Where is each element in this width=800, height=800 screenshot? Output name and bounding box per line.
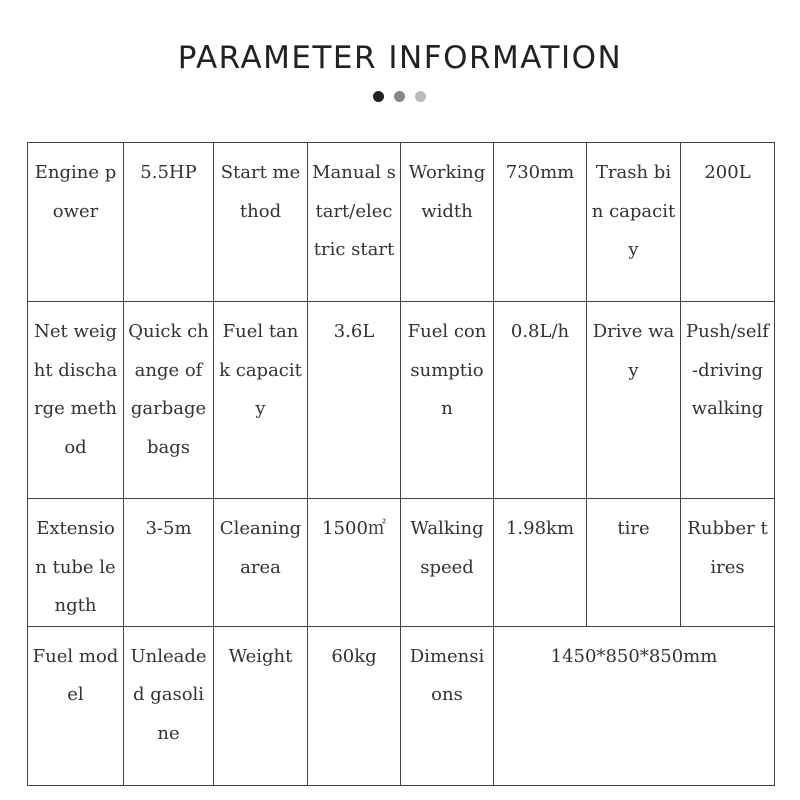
- param-label-weight: Weight: [214, 626, 308, 785]
- table-row: [28, 626, 775, 785]
- param-label-cleaning-area: Cleaning area: [214, 499, 308, 627]
- param-value-fuel-consumption: 0.8L/h: [494, 302, 587, 499]
- carousel-dot-3[interactable]: [415, 91, 426, 102]
- param-label-engine-power: Engine power: [28, 143, 124, 302]
- table-row: [28, 143, 775, 302]
- param-value-trash-bin-capacity: 200L: [681, 143, 775, 302]
- param-value-working-width: 730mm: [494, 143, 587, 302]
- param-value-drive-way: Push/self-driving walking: [681, 302, 775, 499]
- page-title: PARAMETER INFORMATION: [177, 40, 623, 76]
- carousel-dot-1[interactable]: [373, 91, 384, 102]
- param-label-start-method: Start method: [214, 143, 308, 302]
- param-value-walking-speed: 1.98km: [494, 499, 587, 627]
- table-row: [28, 302, 775, 499]
- param-value-weight: 60kg: [308, 626, 401, 785]
- param-value-start-method: Manual start/electric start: [308, 143, 401, 302]
- carousel-dot-2[interactable]: [394, 91, 405, 102]
- param-label-dimensions: Dimensions: [401, 626, 494, 785]
- param-label-fuel-tank-capacity: Fuel tank capacity: [214, 302, 308, 499]
- param-label-fuel-consumption: Fuel consumption: [401, 302, 494, 499]
- param-value-cleaning-area: 1500㎡: [308, 499, 401, 627]
- param-value-fuel-tank-capacity: 3.6L: [308, 302, 401, 499]
- param-value-extension-tube-length: 3-5m: [124, 499, 214, 627]
- param-label-tire: tire: [587, 499, 681, 627]
- param-value-dimensions: 1450*850*850mm: [494, 626, 775, 785]
- param-label-fuel-model: Fuel model: [28, 626, 124, 785]
- param-value-discharge-method: Quick change of garbage bags: [124, 302, 214, 499]
- table-row: [28, 499, 775, 627]
- param-value-engine-power: 5.5HP: [124, 143, 214, 302]
- param-label-extension-tube-length: Extension tube length: [28, 499, 124, 627]
- param-value-tire: Rubber tires: [681, 499, 775, 627]
- param-label-working-width: Working width: [401, 143, 494, 302]
- param-label-walking-speed: Walking speed: [401, 499, 494, 627]
- parameter-table: [27, 142, 775, 786]
- param-value-fuel-model: Unleaded gasoline: [124, 626, 214, 785]
- param-label-discharge-method: Net weight discharge method: [28, 302, 124, 499]
- carousel-indicator: [373, 91, 426, 102]
- param-label-trash-bin-capacity: Trash bin capacity: [587, 143, 681, 302]
- param-label-drive-way: Drive way: [587, 302, 681, 499]
